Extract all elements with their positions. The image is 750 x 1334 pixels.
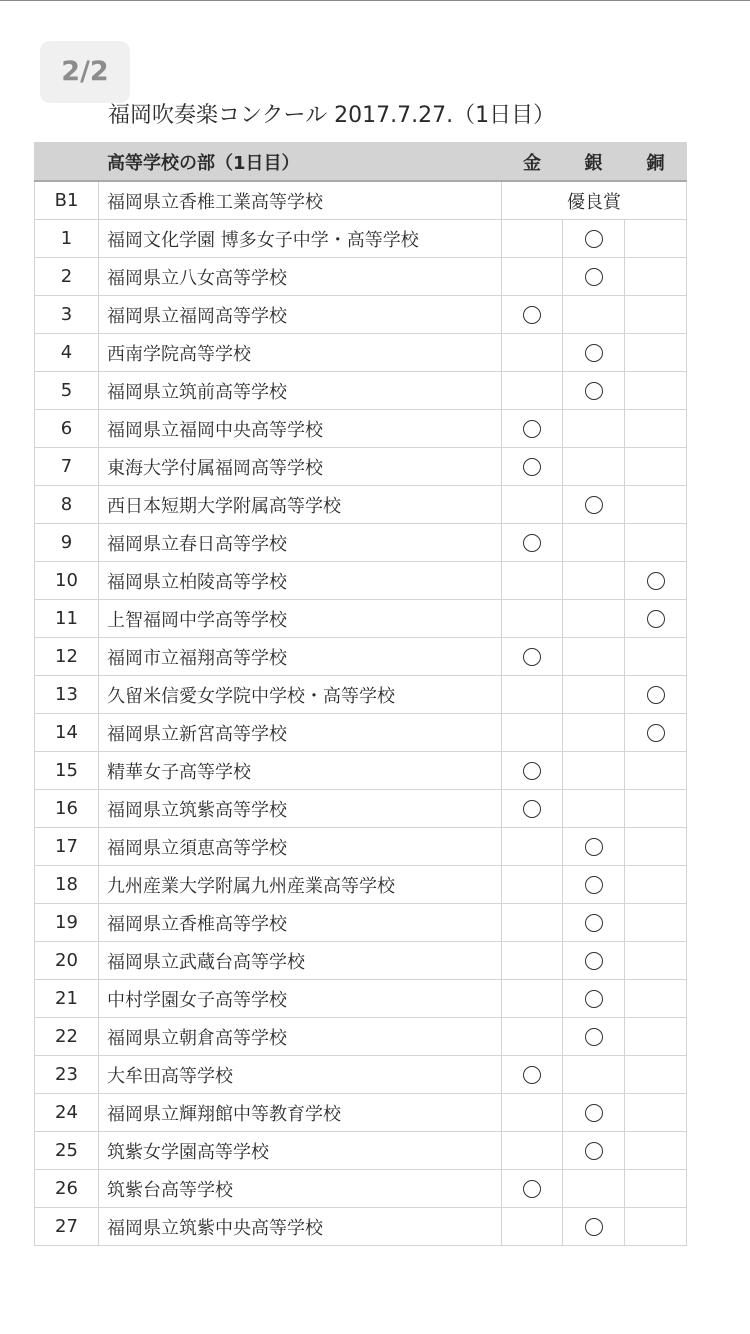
- gold-cell: [502, 790, 563, 828]
- table-row: [35, 828, 687, 866]
- gold-cell: [502, 1056, 563, 1094]
- school-name: 福岡県立香椎高等学校: [99, 904, 502, 942]
- school-name: 九州産業大学附属九州産業高等学校: [99, 866, 502, 904]
- bronze-cell: [625, 334, 687, 372]
- school-name: 福岡県立福岡高等学校: [99, 296, 502, 334]
- row-number: 15: [35, 752, 99, 790]
- bronze-cell: [625, 638, 687, 676]
- school-name: 福岡県立輝翔館中等教育学校: [99, 1094, 502, 1132]
- gold-cell: [502, 676, 563, 714]
- table-row: [35, 1170, 687, 1208]
- bronze-cell: [625, 714, 687, 752]
- gold-cell: [502, 1094, 563, 1132]
- table-row: [35, 904, 687, 942]
- row-number: 13: [35, 676, 99, 714]
- school-name: 東海大学付属福岡高等学校: [99, 448, 502, 486]
- school-name: 西日本短期大学附属高等学校: [99, 486, 502, 524]
- circle-mark-icon: [585, 1028, 603, 1046]
- row-number: 21: [35, 980, 99, 1018]
- school-name: 福岡県立新宮高等学校: [99, 714, 502, 752]
- award-label: 優良賞: [502, 181, 687, 220]
- gold-cell: [502, 600, 563, 638]
- silver-cell: [563, 828, 625, 866]
- table-row: [35, 752, 687, 790]
- bronze-cell: [625, 676, 687, 714]
- row-number: 1: [35, 220, 99, 258]
- circle-mark-icon: [523, 1066, 541, 1084]
- silver-cell: [563, 638, 625, 676]
- header-number: [35, 143, 99, 182]
- bronze-cell: [625, 752, 687, 790]
- row-number: 20: [35, 942, 99, 980]
- circle-mark-icon: [647, 686, 665, 704]
- gold-cell: [502, 486, 563, 524]
- circle-mark-icon: [523, 458, 541, 476]
- silver-cell: [563, 676, 625, 714]
- bronze-cell: [625, 258, 687, 296]
- circle-mark-icon: [585, 990, 603, 1008]
- bronze-cell: [625, 486, 687, 524]
- gold-cell: [502, 334, 563, 372]
- silver-cell: [563, 486, 625, 524]
- circle-mark-icon: [585, 914, 603, 932]
- silver-cell: [563, 752, 625, 790]
- school-name: 福岡県立柏陵高等学校: [99, 562, 502, 600]
- school-name: 大牟田高等学校: [99, 1056, 502, 1094]
- table-row: [35, 334, 687, 372]
- special-row: [35, 181, 687, 220]
- silver-cell: [563, 1208, 625, 1246]
- silver-cell: [563, 334, 625, 372]
- header-bronze: 銅: [625, 143, 687, 182]
- circle-mark-icon: [523, 420, 541, 438]
- table-row: [35, 638, 687, 676]
- table-row: [35, 980, 687, 1018]
- gold-cell: [502, 1170, 563, 1208]
- circle-mark-icon: [647, 724, 665, 742]
- table-row: [35, 486, 687, 524]
- bronze-cell: [625, 220, 687, 258]
- school-name: 福岡県立香椎工業高等学校: [99, 181, 502, 220]
- table-body: [35, 181, 687, 1246]
- table-row: [35, 1208, 687, 1246]
- table-row: [35, 600, 687, 638]
- silver-cell: [563, 258, 625, 296]
- circle-mark-icon: [585, 344, 603, 362]
- bronze-cell: [625, 790, 687, 828]
- school-name: 福岡県立武蔵台高等学校: [99, 942, 502, 980]
- row-number: 12: [35, 638, 99, 676]
- table-row: [35, 714, 687, 752]
- table-row: [35, 790, 687, 828]
- silver-cell: [563, 790, 625, 828]
- bronze-cell: [625, 942, 687, 980]
- school-name: 福岡県立筑紫中央高等学校: [99, 1208, 502, 1246]
- bronze-cell: [625, 600, 687, 638]
- table-row: [35, 1094, 687, 1132]
- circle-mark-icon: [585, 496, 603, 514]
- table-header-row: [35, 143, 687, 182]
- circle-mark-icon: [585, 1218, 603, 1236]
- bronze-cell: [625, 1056, 687, 1094]
- row-number: 19: [35, 904, 99, 942]
- silver-cell: [563, 942, 625, 980]
- silver-cell: [563, 1170, 625, 1208]
- gold-cell: [502, 562, 563, 600]
- circle-mark-icon: [647, 610, 665, 628]
- row-number: 8: [35, 486, 99, 524]
- row-number: 14: [35, 714, 99, 752]
- silver-cell: [563, 410, 625, 448]
- silver-cell: [563, 1094, 625, 1132]
- table-row: [35, 1056, 687, 1094]
- circle-mark-icon: [647, 572, 665, 590]
- circle-mark-icon: [523, 534, 541, 552]
- circle-mark-icon: [585, 268, 603, 286]
- silver-cell: [563, 904, 625, 942]
- bronze-cell: [625, 524, 687, 562]
- bronze-cell: [625, 296, 687, 334]
- page-indicator: 2/2: [40, 41, 130, 103]
- header-school: 高等学校の部（1日目）: [99, 143, 502, 182]
- gold-cell: [502, 1018, 563, 1056]
- circle-mark-icon: [585, 838, 603, 856]
- table-row: [35, 258, 687, 296]
- row-number: 3: [35, 296, 99, 334]
- header-gold: 金: [502, 143, 563, 182]
- circle-mark-icon: [585, 1104, 603, 1122]
- silver-cell: [563, 524, 625, 562]
- table-row: [35, 220, 687, 258]
- gold-cell: [502, 1132, 563, 1170]
- silver-cell: [563, 866, 625, 904]
- silver-cell: [563, 714, 625, 752]
- school-name: 福岡県立春日高等学校: [99, 524, 502, 562]
- circle-mark-icon: [585, 230, 603, 248]
- document-title: 福岡吹奏楽コンクール 2017.7.27.（1日目）: [108, 103, 556, 128]
- bronze-cell: [625, 904, 687, 942]
- gold-cell: [502, 828, 563, 866]
- school-name: 久留米信愛女学院中学校・高等学校: [99, 676, 502, 714]
- header-silver: 銀: [563, 143, 625, 182]
- row-number: 27: [35, 1208, 99, 1246]
- school-name: 上智福岡中学高等学校: [99, 600, 502, 638]
- row-number: 22: [35, 1018, 99, 1056]
- bronze-cell: [625, 1132, 687, 1170]
- school-name: 福岡県立筑紫高等学校: [99, 790, 502, 828]
- school-name: 筑紫女学園高等学校: [99, 1132, 502, 1170]
- row-number: 25: [35, 1132, 99, 1170]
- row-number: 2: [35, 258, 99, 296]
- gold-cell: [502, 372, 563, 410]
- top-divider: [0, 0, 750, 1]
- bronze-cell: [625, 866, 687, 904]
- bronze-cell: [625, 1208, 687, 1246]
- school-name: 福岡県立朝倉高等学校: [99, 1018, 502, 1056]
- gold-cell: [502, 258, 563, 296]
- row-number: B1: [35, 181, 99, 220]
- school-name: 西南学院高等学校: [99, 334, 502, 372]
- bronze-cell: [625, 1170, 687, 1208]
- bronze-cell: [625, 1018, 687, 1056]
- school-name: 福岡文化学園 博多女子中学・高等学校: [99, 220, 502, 258]
- gold-cell: [502, 220, 563, 258]
- table-row: [35, 942, 687, 980]
- silver-cell: [563, 1056, 625, 1094]
- school-name: 福岡県立八女高等学校: [99, 258, 502, 296]
- school-name: 福岡市立福翔高等学校: [99, 638, 502, 676]
- gold-cell: [502, 866, 563, 904]
- row-number: 7: [35, 448, 99, 486]
- table-row: [35, 1132, 687, 1170]
- gold-cell: [502, 942, 563, 980]
- table-row: [35, 372, 687, 410]
- school-name: 筑紫台高等学校: [99, 1170, 502, 1208]
- gold-cell: [502, 1208, 563, 1246]
- silver-cell: [563, 296, 625, 334]
- circle-mark-icon: [585, 952, 603, 970]
- table-row: [35, 866, 687, 904]
- gold-cell: [502, 524, 563, 562]
- table-row: [35, 676, 687, 714]
- row-number: 24: [35, 1094, 99, 1132]
- row-number: 4: [35, 334, 99, 372]
- school-name: 精華女子高等学校: [99, 752, 502, 790]
- bronze-cell: [625, 1094, 687, 1132]
- bronze-cell: [625, 372, 687, 410]
- school-name: 福岡県立須恵高等学校: [99, 828, 502, 866]
- table-row: [35, 562, 687, 600]
- circle-mark-icon: [523, 306, 541, 324]
- silver-cell: [563, 220, 625, 258]
- circle-mark-icon: [585, 1142, 603, 1160]
- table-row: [35, 524, 687, 562]
- gold-cell: [502, 752, 563, 790]
- circle-mark-icon: [523, 800, 541, 818]
- results-table: [34, 142, 687, 1246]
- circle-mark-icon: [523, 648, 541, 666]
- silver-cell: [563, 448, 625, 486]
- silver-cell: [563, 372, 625, 410]
- row-number: 17: [35, 828, 99, 866]
- row-number: 9: [35, 524, 99, 562]
- gold-cell: [502, 448, 563, 486]
- table-row: [35, 296, 687, 334]
- gold-cell: [502, 638, 563, 676]
- circle-mark-icon: [523, 1180, 541, 1198]
- row-number: 6: [35, 410, 99, 448]
- row-number: 5: [35, 372, 99, 410]
- school-name: 福岡県立筑前高等学校: [99, 372, 502, 410]
- silver-cell: [563, 980, 625, 1018]
- gold-cell: [502, 296, 563, 334]
- gold-cell: [502, 904, 563, 942]
- row-number: 16: [35, 790, 99, 828]
- table-row: [35, 448, 687, 486]
- bronze-cell: [625, 828, 687, 866]
- bronze-cell: [625, 448, 687, 486]
- school-name: 福岡県立福岡中央高等学校: [99, 410, 502, 448]
- silver-cell: [563, 1132, 625, 1170]
- row-number: 23: [35, 1056, 99, 1094]
- row-number: 11: [35, 600, 99, 638]
- circle-mark-icon: [585, 382, 603, 400]
- silver-cell: [563, 600, 625, 638]
- silver-cell: [563, 1018, 625, 1056]
- school-name: 中村学園女子高等学校: [99, 980, 502, 1018]
- row-number: 26: [35, 1170, 99, 1208]
- bronze-cell: [625, 562, 687, 600]
- gold-cell: [502, 410, 563, 448]
- gold-cell: [502, 714, 563, 752]
- row-number: 18: [35, 866, 99, 904]
- silver-cell: [563, 562, 625, 600]
- circle-mark-icon: [585, 876, 603, 894]
- table-row: [35, 1018, 687, 1056]
- row-number: 10: [35, 562, 99, 600]
- table-row: [35, 410, 687, 448]
- bronze-cell: [625, 980, 687, 1018]
- gold-cell: [502, 980, 563, 1018]
- bronze-cell: [625, 410, 687, 448]
- circle-mark-icon: [523, 762, 541, 780]
